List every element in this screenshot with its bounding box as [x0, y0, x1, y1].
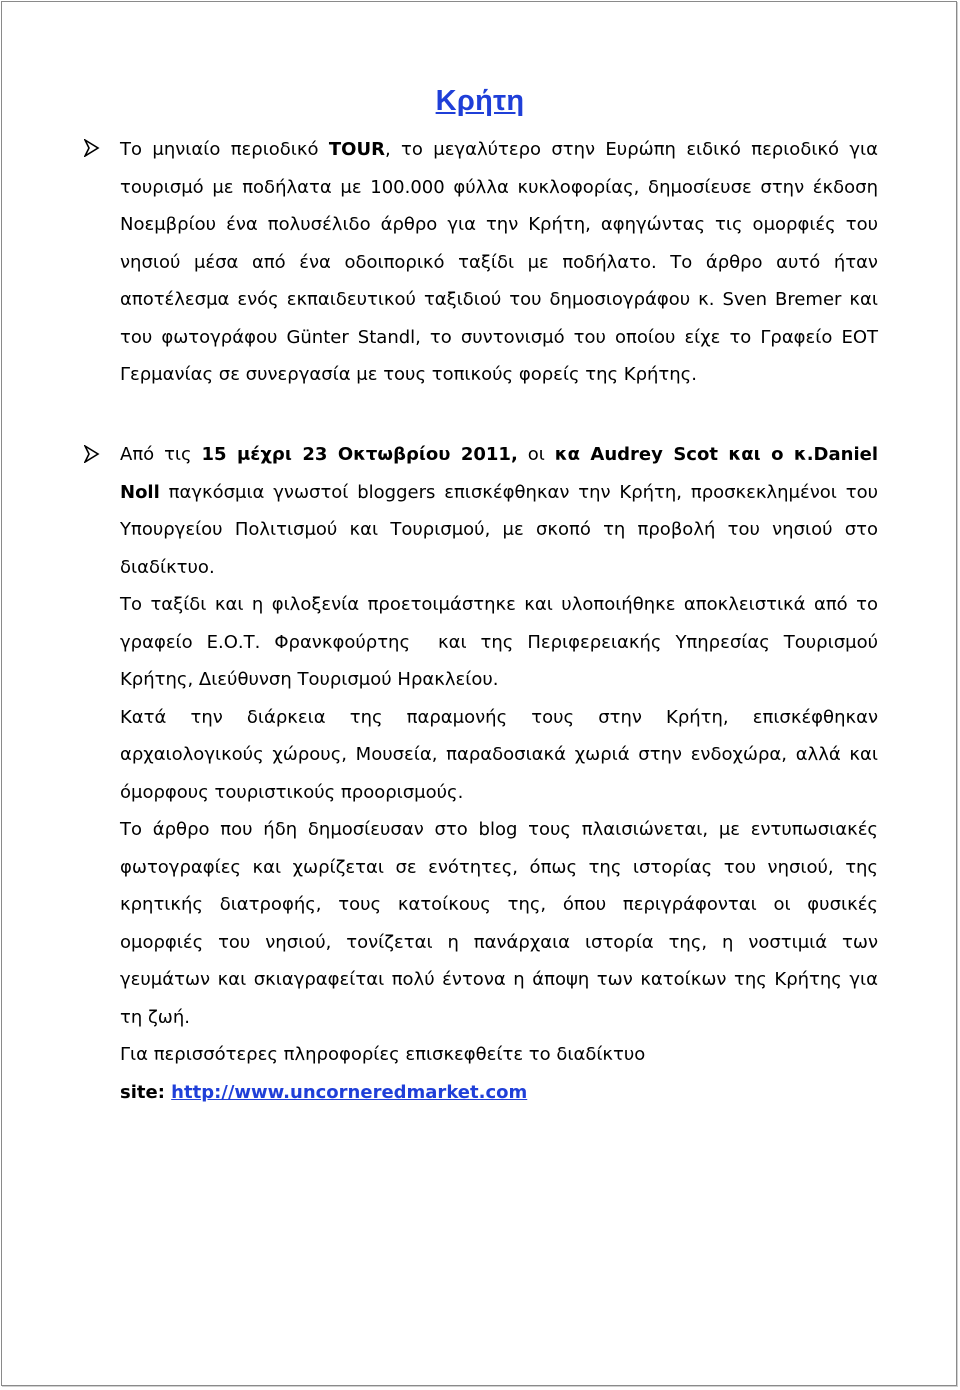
text-line: Noll παγκόσμια γνωστοί bloggers επισκέφθηκαν την Κρήτη, προσκεκλημένοι του: [120, 481, 878, 503]
arrowhead-bullet-icon: [84, 445, 104, 469]
text-line: φωτογραφίες και χωρίζεται σε ενότητες, όπως της ιστορίας του νησιού, της: [120, 856, 878, 878]
visit-dates: 15 μέχρι 23 Οκτωβρίου 2011,: [201, 444, 518, 465]
text-line: διαδίκτυο.: [120, 556, 215, 578]
text-line: όμορφους τουριστικούς προορισμούς.: [120, 781, 464, 803]
text-line: αρχαιολογικούς χώρους, Μουσεία, παραδοσιακά χωριά στην ενδοχώρα, αλλά και: [120, 744, 878, 765]
magazine-name: TOUR: [328, 139, 385, 160]
text-line: Κρήτης, Διεύθυνση Τουρισμού Ηρακλείου.: [120, 669, 499, 690]
text-line: Το άρθρο που ήδη δημοσίευσαν στο blog τους πλαισιώνεται, με εντυπωσιακές: [120, 819, 878, 840]
site-line: [120, 1074, 878, 1112]
text-line: Γερμανίας σε συνεργασία με τους τοπικούς φορείς της Κρήτης.: [120, 364, 697, 385]
text-line: Το ταξίδι και η φιλοξενία προετοιμάστηκε και υλοποιήθηκε αποκλειστικά από το: [120, 594, 878, 615]
site-label: site:: [120, 1081, 172, 1103]
arrowhead-bullet-icon: [84, 139, 104, 163]
text-line: Το μηνιαίο περιοδικό TOUR, το μεγαλύτερο στην Ευρώπη ειδικό περιοδικό για: [120, 139, 879, 160]
bullet-item-tour-article: [120, 131, 878, 394]
text-line: γευμάτων και σκιαγραφείται πολύ έντονα η άποψη των κατοίκων της Κρήτης για: [120, 969, 878, 990]
text-line: Από τις 15 μέχρι 23 Οκτωβρίου 2011, οι κα Audrey Scot και ο κ.Daniel: [120, 444, 879, 465]
page-title: Κρήτη: [435, 85, 525, 117]
blogger-names: κα Audrey Scot και ο κ.Daniel: [554, 444, 879, 465]
text-line: τη ζωή.: [120, 1006, 190, 1028]
text-line: γραφείο Ε.Ο.Τ. Φρανκφούρτης και της Περιφερειακής Υπηρεσίας Τουρισμού: [120, 631, 878, 653]
text-line: του φωτογράφου Günter Standl, το συντονισμό του οποίου είχε το Γραφείο ΕΟΤ: [120, 326, 878, 348]
text-line: αποτέλεσμα ενός εκπαιδευτικού ταξιδιού του δημοσιογράφου κ. Sven Bremer και: [120, 289, 878, 310]
text-line: Νοεμβρίου ένα πολυσέλιδο άρθρο για την Κρήτη, αφηγώντας τις ομορφιές του: [120, 214, 878, 235]
text-line: τουρισμό με ποδήλατα με 100.000 φύλλα κυκλοφορίας, δημοσίευσε στην έκδοση: [120, 176, 878, 198]
document-page: [1, 1, 957, 1386]
text-line: Υπουργείου Πολιτισμού και Τουρισμού, με σκοπό τη προβολή του νησιού στο: [120, 519, 878, 540]
text-line: Κατά την διάρκεια της παραμονής τους στην Κρήτη, επισκέφθηκαν: [120, 706, 878, 728]
website-link[interactable]: http://www.uncorneredmarket.com: [171, 1081, 528, 1103]
bullet-item-bloggers-visit: [120, 436, 878, 1111]
text-line: νησιού μέσα από ένα οδοιπορικό ταξίδι με ποδήλατο. Το άρθρο αυτό ήταν: [120, 251, 878, 273]
text-line: κρητικής διατροφής, τους κατοίκους της, όπου περιγράφονται οι φυσικές: [120, 894, 878, 915]
text-line: ομορφιές του νησιού, τονίζεται η πανάρχαια ιστορία της, η νοστιμιά των: [120, 931, 878, 953]
info-text: Για περισσότερες πληροφορίες επισκεφθείτε το διαδίκτυο: [120, 1044, 646, 1065]
